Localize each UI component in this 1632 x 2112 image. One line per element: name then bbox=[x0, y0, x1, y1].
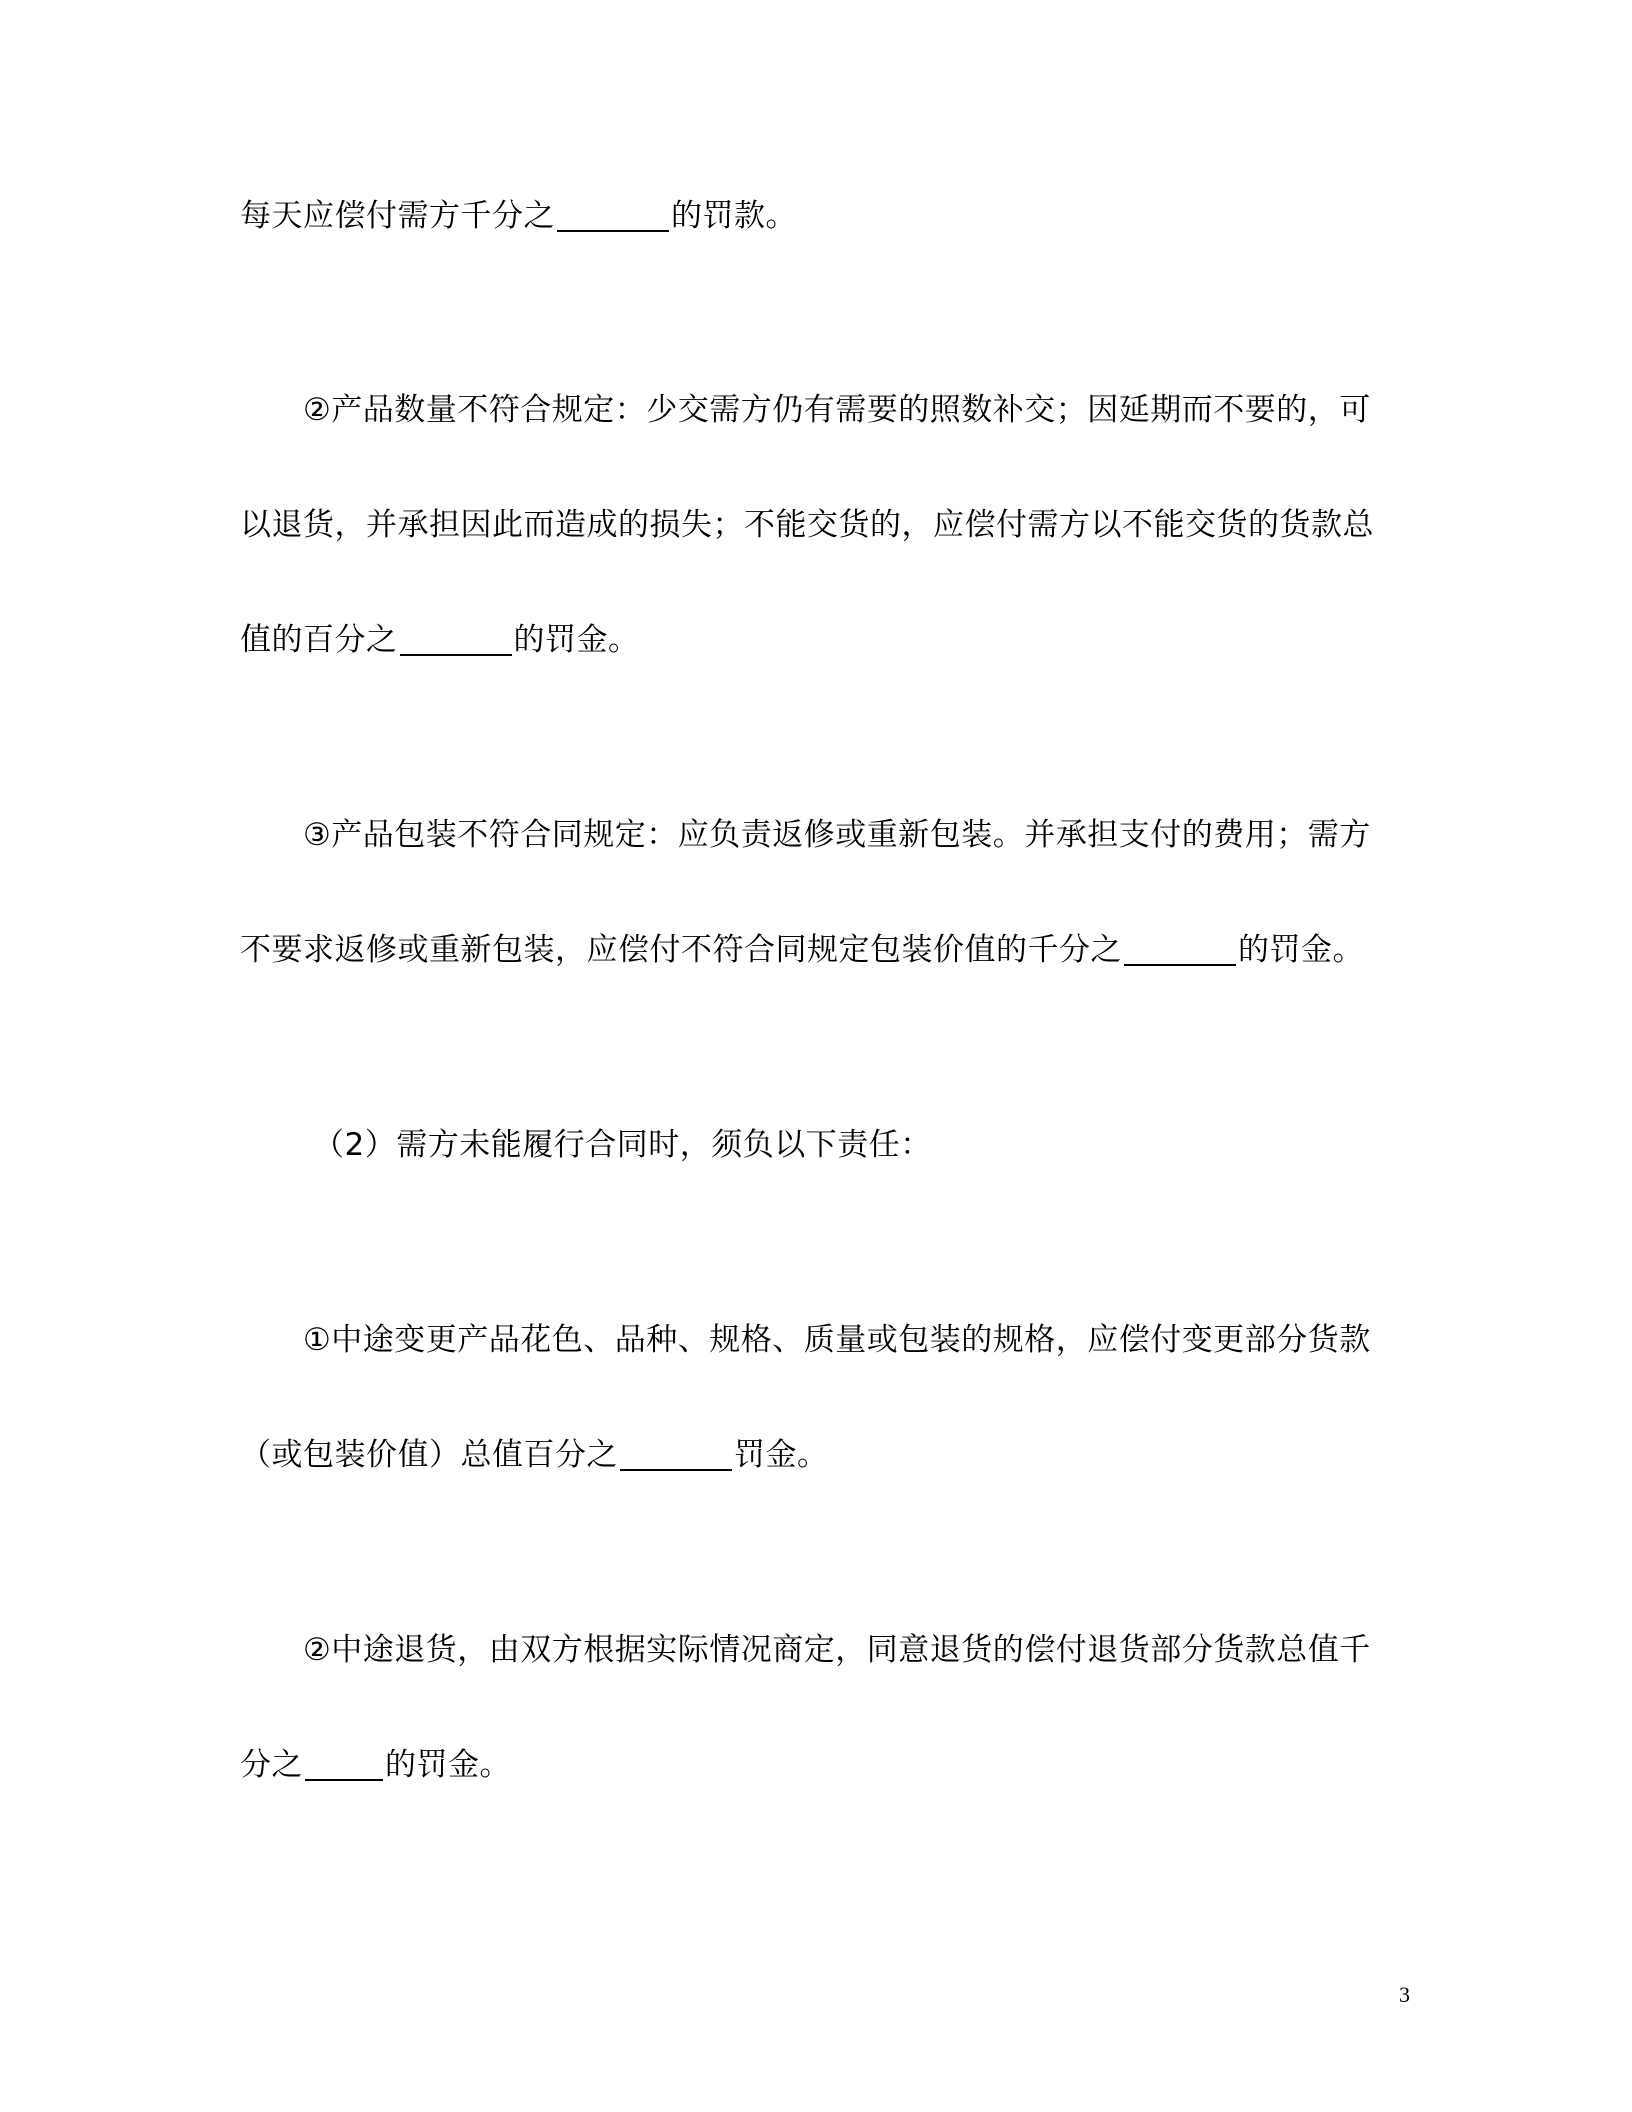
text-segment: 罚金。 bbox=[734, 1437, 829, 1473]
text-segment: 的罚金。 bbox=[385, 1747, 511, 1783]
fill-in-blank bbox=[557, 200, 669, 232]
paragraph-line bbox=[303, 1630, 1463, 1670]
paragraph-line bbox=[240, 1745, 1400, 1785]
paragraph-line bbox=[240, 1435, 1400, 1475]
fill-in-blank bbox=[620, 1439, 732, 1471]
paragraph-line bbox=[303, 1320, 1463, 1360]
fill-in-blank bbox=[400, 624, 512, 656]
text-segment: （2）需方未能履行合同时，须负以下责任： bbox=[313, 1127, 932, 1163]
paragraph-line bbox=[303, 390, 1463, 430]
paragraph-line bbox=[240, 620, 1400, 660]
text-segment: ①中途变更产品花色、品种、规格、质量或包装的规格，应偿付变更部分货款 bbox=[303, 1322, 1371, 1358]
text-segment: 值的百分之 bbox=[240, 622, 398, 658]
text-segment: ③产品包装不符合同规定：应负责返修或重新包装。并承担支付的费用；需方 bbox=[303, 817, 1371, 853]
text-segment: 分之 bbox=[240, 1747, 303, 1783]
text-segment: 的罚金。 bbox=[513, 622, 640, 658]
paragraph-line bbox=[240, 930, 1400, 970]
text-segment: ②产品数量不符合规定：少交需方仍有需要的照数补交；因延期而不要的，可 bbox=[303, 392, 1371, 428]
fill-in-blank bbox=[305, 1749, 383, 1781]
text-segment: 不要求返修或重新包装，应偿付不符合同规定包装价值的千分之 bbox=[240, 932, 1122, 968]
text-segment: 每天应偿付需方千分之 bbox=[240, 198, 555, 234]
text-segment: ②中途退货，由双方根据实际情况商定，同意退货的偿付退货部分货款总值千 bbox=[303, 1632, 1371, 1668]
text-segment: 的罚款。 bbox=[671, 198, 797, 234]
fill-in-blank bbox=[1124, 934, 1236, 966]
text-segment: 的罚金。 bbox=[1238, 932, 1364, 968]
page-number: 3 bbox=[1399, 1982, 1410, 2007]
text-segment: （或包装价值）总值百分之 bbox=[240, 1437, 618, 1473]
text-segment: 以退货，并承担因此而造成的损失；不能交货的，应偿付需方以不能交货的货款总 bbox=[240, 507, 1374, 543]
paragraph-line bbox=[303, 815, 1463, 855]
paragraph-line bbox=[240, 505, 1400, 545]
paragraph-line bbox=[313, 1125, 1473, 1165]
paragraph-line bbox=[240, 196, 1400, 236]
